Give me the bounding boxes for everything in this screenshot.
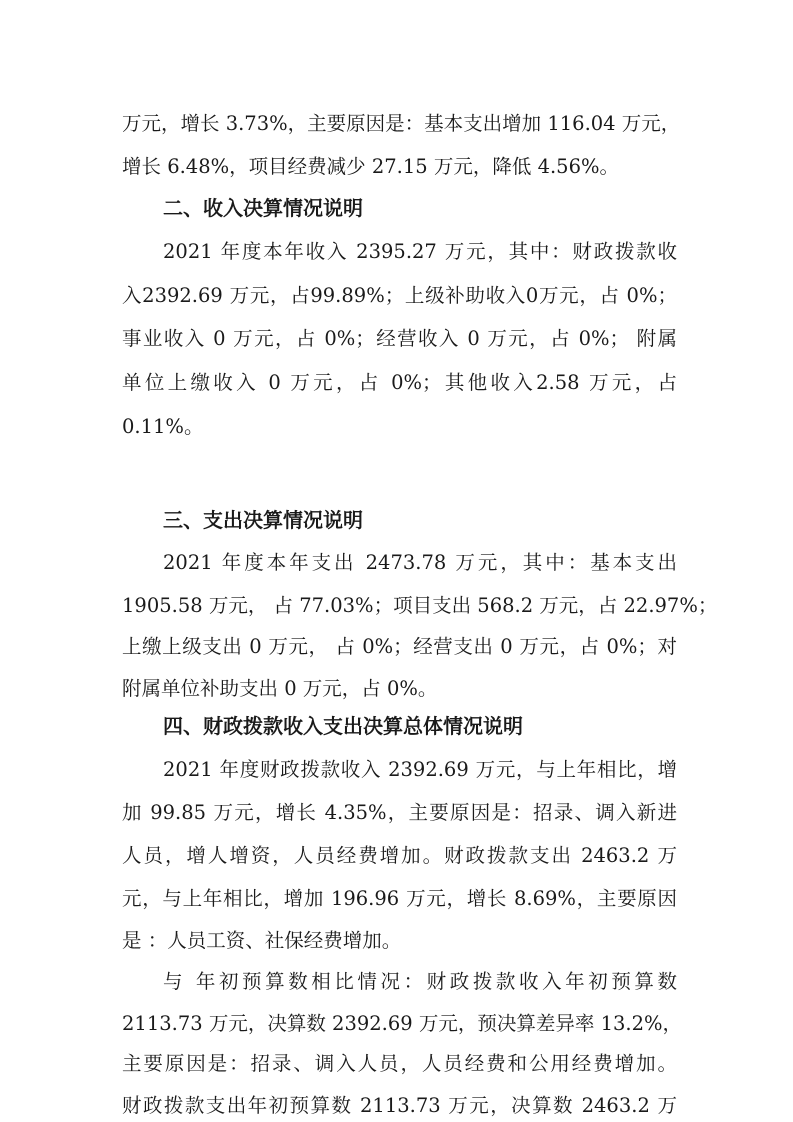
section-heading-income: 二、收入决算情况说明: [163, 196, 363, 220]
body-line: 上缴上级支出 0 万元， 占 0%；经营支出 0 万元，占 0%；对: [122, 635, 677, 658]
body-line: 单位上缴收入 0 万元，占 0%；其他收入2.58 万元，占: [122, 371, 677, 394]
body-line: 2113.73 万元，决算数 2392.69 万元，预决算差异率 13.2%，: [122, 1012, 683, 1035]
body-line: 0.11%。: [122, 415, 204, 438]
body-line: 事业收入 0 万元，占 0%；经营收入 0 万元，占 0%； 附属: [122, 327, 677, 350]
body-line: 万元，增长 3.73%，主要原因是：基本支出增加 116.04 万元，: [122, 112, 681, 135]
body-line: 加 99.85 万元，增长 4.35%，主要原因是：招录、调入新进: [122, 801, 677, 824]
body-line: 财政拨款支出年初预算数 2113.73 万元，决算数 2463.2 万: [122, 1094, 677, 1117]
section-heading-fiscal: 四、财政拨款收入支出决算总体情况说明: [163, 714, 523, 738]
body-line: 附属单位补助支出 0 万元，占 0%。: [122, 677, 438, 700]
body-line: 是 ：人员工资、社保经费增加。: [122, 929, 402, 952]
body-line: 1905.58 万元， 占 77.03%；项目支出 568.2 万元，占 22.97%；: [122, 594, 718, 617]
body-line: 主要原因是：招录、调入人员，人员经费和公用经费增加。: [122, 1052, 677, 1075]
body-line: 2021 年度本年收入 2395.27 万元，其中：财政拨款收: [163, 240, 677, 263]
body-line: 元，与上年相比，增加 196.96 万元，增长 8.69%，主要原因: [122, 887, 677, 910]
body-line: 与 年初预算数相比情况：财政拨款收入年初预算数: [163, 970, 677, 993]
body-line: 人员，增人增资，人员经费增加。财政拨款支出 2463.2 万: [122, 844, 677, 867]
body-line: 入2392.69 万元，占99.89%；上级补助收入0万元，占 0%；: [122, 284, 677, 307]
body-line: 2021 年度本年支出 2473.78 万元，其中：基本支出: [163, 551, 677, 574]
section-heading-expenditure: 三、支出决算情况说明: [163, 508, 363, 532]
body-line: 2021 年度财政拨款收入 2392.69 万元，与上年相比，增: [163, 758, 677, 781]
body-line: 增长 6.48%，项目经费减少 27.15 万元，降低 4.56%。: [122, 155, 620, 178]
